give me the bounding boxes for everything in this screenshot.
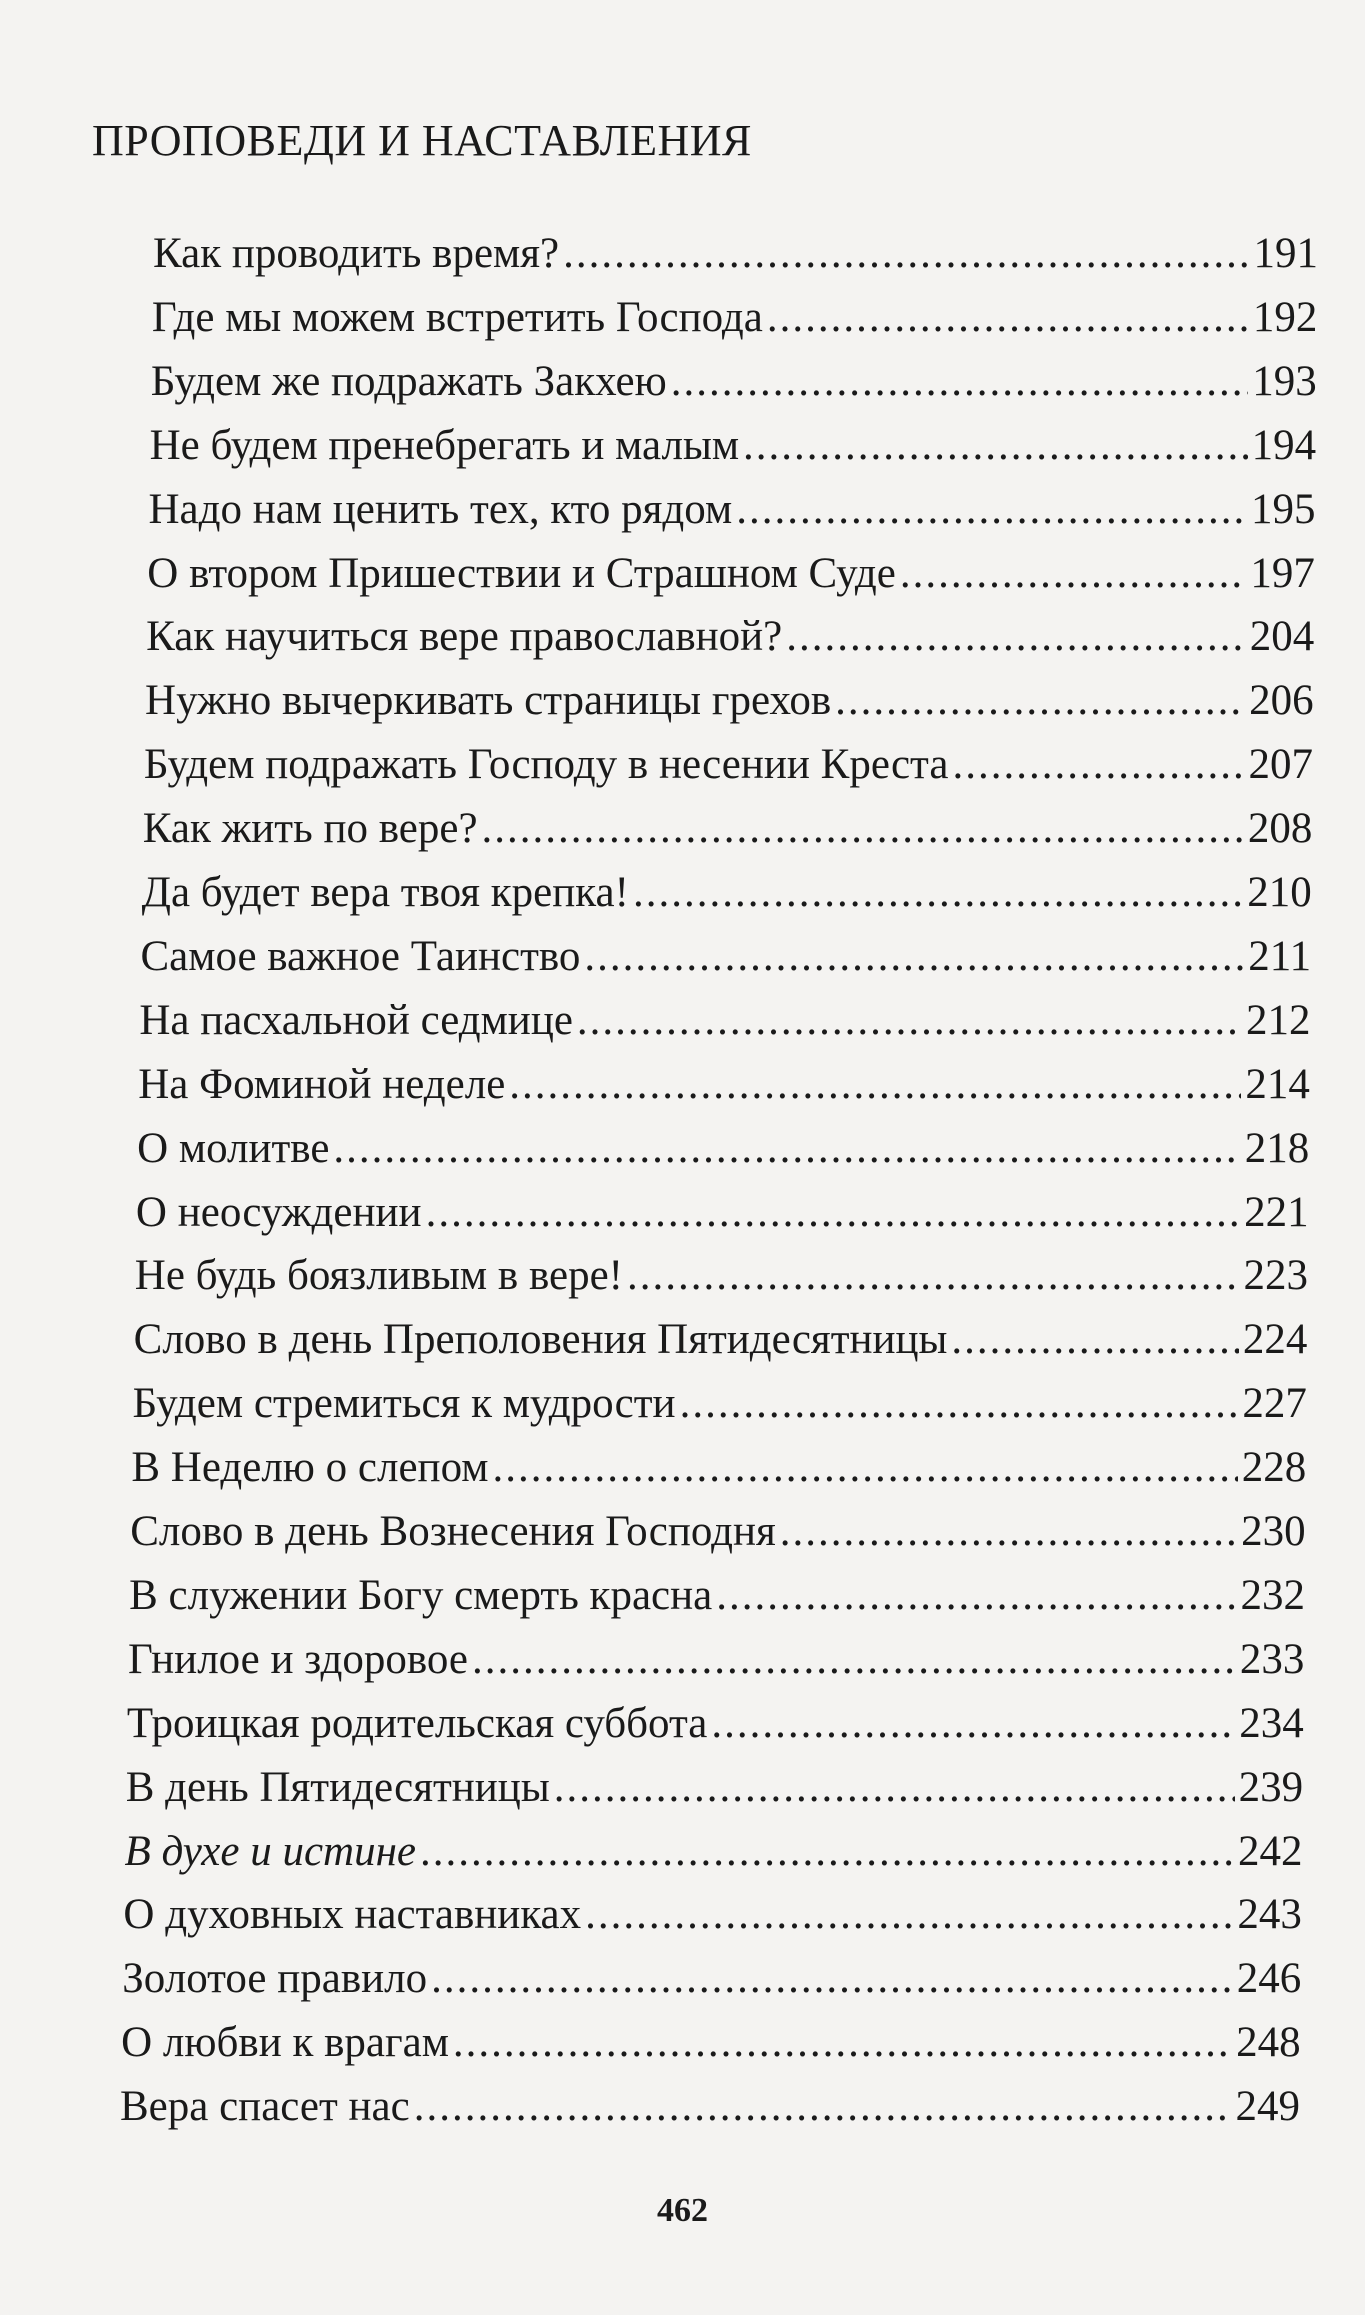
toc-entry-title: В Неделю о слепом — [131, 1444, 489, 1492]
toc-entry-title: О любви к врагам — [121, 2019, 449, 2067]
toc-entry-page: 221 — [1244, 1188, 1309, 1236]
toc-entry-page: 195 — [1251, 485, 1316, 533]
toc-leader-dots — [680, 1375, 1239, 1433]
toc-entry-page: 218 — [1244, 1124, 1310, 1172]
toc-entry-page: 227 — [1242, 1380, 1307, 1428]
toc-leader-dots — [509, 1056, 1241, 1114]
toc-entry-title: Где мы можем встретить Господа — [151, 293, 763, 341]
toc-leader-dots — [900, 545, 1246, 603]
toc-entry-title: Золотое правило — [122, 1955, 428, 2003]
toc-entry-title: Будем стремиться к мудрости — [132, 1380, 676, 1428]
toc-leader-dots — [627, 1247, 1240, 1305]
toc-entry — [121, 2014, 1300, 2072]
toc-entry-title: Не будем пренебрегать и малым — [149, 421, 740, 469]
toc-entry-page: 212 — [1246, 996, 1311, 1044]
toc-entry-title: Как жить по вере? — [142, 805, 478, 853]
toc-entry-page: 249 — [1235, 2083, 1300, 2131]
toc-entry — [143, 800, 1313, 858]
page-number: 462 — [657, 2192, 708, 2229]
toc-entry-title: Надо нам ценить тех, кто рядом — [148, 485, 733, 533]
toc-entry-page: 233 — [1239, 1635, 1305, 1683]
toc-leader-dots — [780, 1503, 1237, 1561]
toc-entry-page: 224 — [1242, 1316, 1308, 1364]
toc-entry — [137, 1120, 1309, 1178]
toc-entry — [140, 928, 1311, 986]
toc-entry — [138, 1056, 1310, 1114]
toc-entry-title: Слово в день Преполовения Пятидесятницы — [133, 1316, 948, 1364]
toc-leader-dots — [952, 736, 1244, 794]
toc-entry — [136, 1184, 1309, 1242]
toc-leader-dots — [716, 1567, 1236, 1625]
toc-leader-dots — [414, 2078, 1232, 2136]
toc-entry-title: В служении Богу смерть красна — [129, 1571, 713, 1619]
toc-leader-dots — [736, 481, 1247, 539]
toc-entry-page: 206 — [1249, 677, 1314, 725]
toc-entry — [127, 1695, 1304, 1753]
toc-entry-page: 197 — [1250, 549, 1315, 597]
toc-entry-title: Будем подражать Господу в несении Креста — [143, 741, 949, 789]
toc-entry-title: На пасхальной седмице — [139, 996, 573, 1044]
toc-leader-dots — [554, 1759, 1235, 1817]
toc-entry-page: 248 — [1236, 2019, 1301, 2067]
toc-entry-title: Слово в день Вознесения Господня — [130, 1508, 776, 1555]
toc-entry-title: Будем же подражать Закхею — [150, 357, 667, 405]
toc-entry — [130, 1503, 1305, 1561]
toc-leader-dots — [767, 289, 1249, 347]
toc-entry-page: 194 — [1251, 421, 1317, 469]
toc-entry-page: 232 — [1240, 1571, 1305, 1619]
toc-entry-title: О втором Пришествии и Страшном Суде — [147, 549, 896, 597]
toc-leader-dots — [453, 2014, 1232, 2072]
toc-entry — [134, 1311, 1308, 1369]
toc-entry-page: 234 — [1239, 1699, 1304, 1747]
toc-entry-title: Да будет вера твоя крепка! — [141, 869, 629, 916]
toc-entry-title: Вера спасет нас — [120, 2083, 410, 2131]
toc-entry — [120, 2078, 1300, 2136]
toc-leader-dots — [585, 1886, 1233, 1944]
toc-entry-page: 246 — [1236, 1955, 1302, 2003]
toc-leader-dots — [472, 1631, 1236, 1689]
toc-entry-page: 242 — [1237, 1827, 1303, 1875]
toc-entry — [123, 1886, 1301, 1944]
toc-entry — [122, 1950, 1301, 2008]
toc-entry — [152, 289, 1318, 347]
toc-leader-dots — [426, 1184, 1241, 1242]
toc-entry-page: 207 — [1248, 741, 1314, 789]
toc-entry-page: 223 — [1243, 1252, 1309, 1300]
toc-entry — [148, 481, 1315, 539]
toc-entry-page: 214 — [1245, 1060, 1310, 1108]
toc-entry — [128, 1631, 1304, 1689]
toc-entry — [151, 353, 1317, 411]
toc-entry — [146, 608, 1314, 666]
toc-leader-dots — [482, 800, 1244, 858]
toc-leader-dots — [835, 672, 1245, 730]
toc-entry-title: На Фоминой неделе — [138, 1060, 506, 1108]
toc-entry-title: Троицкая родительская суббота — [126, 1699, 708, 1747]
toc-leader-dots — [786, 608, 1245, 666]
toc-entry-title: Самое важное Таинство — [140, 932, 581, 980]
toc-entry-page: 191 — [1253, 230, 1318, 277]
toc-entry — [147, 545, 1315, 603]
toc-entry-title: О духовных наставниках — [123, 1891, 582, 1939]
toc-leader-dots — [563, 225, 1249, 283]
toc-entry-page: 239 — [1238, 1763, 1304, 1811]
toc-entry-title: В день Пятидесятницы — [125, 1763, 550, 1811]
toc-entry-title: О молитве — [137, 1124, 330, 1172]
toc-entry-page: 211 — [1248, 932, 1312, 980]
toc-entry-title: Как проводить время? — [153, 230, 560, 277]
toc-entry-page: 204 — [1249, 613, 1315, 661]
toc-entry-title: В духе и истине — [124, 1827, 416, 1875]
toc-entry-title: Не будь боязливым в вере! — [134, 1252, 623, 1300]
toc-entry — [142, 864, 1312, 922]
toc-leader-dots — [420, 1823, 1234, 1881]
toc-leader-dots — [671, 353, 1248, 411]
toc-entry — [145, 672, 1314, 730]
toc-leader-dots — [633, 864, 1243, 922]
toc-leader-dots — [431, 1950, 1233, 2008]
toc-leader-dots — [492, 1439, 1237, 1497]
toc-entry — [133, 1375, 1307, 1433]
toc-entry — [150, 417, 1317, 475]
toc-leader-dots — [584, 928, 1244, 986]
toc-entry-title: О неосуждении — [135, 1188, 422, 1236]
toc-entry-title: Нужно вычеркивать страницы грехов — [145, 677, 832, 725]
toc-entry-page: 193 — [1252, 357, 1317, 405]
toc-entry — [139, 992, 1310, 1050]
toc-entry-page: 210 — [1247, 869, 1312, 916]
toc-entry — [153, 225, 1318, 283]
toc-entry-page: 208 — [1247, 805, 1313, 853]
toc-leader-dots — [577, 992, 1242, 1050]
toc-leader-dots — [951, 1311, 1239, 1369]
section-title: ПРОПОВЕДИ И НАСТАВЛЕНИЯ — [92, 116, 752, 165]
toc-entry — [126, 1759, 1303, 1817]
toc-entry — [131, 1439, 1306, 1497]
toc-leader-dots — [743, 417, 1248, 475]
toc-entry-page: 228 — [1241, 1444, 1307, 1492]
toc-leader-dots — [333, 1120, 1240, 1178]
toc-entry-title: Гнилое и здоровое — [127, 1635, 468, 1683]
toc-entry — [129, 1567, 1305, 1625]
toc-entry-title: Как научиться вере православной? — [146, 613, 783, 661]
toc-leader-dots — [711, 1695, 1235, 1753]
toc-entry — [125, 1823, 1303, 1881]
toc-entry — [144, 736, 1313, 794]
toc-entry-page: 243 — [1237, 1891, 1302, 1939]
toc-entry-page: 230 — [1241, 1508, 1306, 1555]
toc-entry-page: 192 — [1252, 293, 1318, 341]
toc-entry — [135, 1247, 1308, 1305]
